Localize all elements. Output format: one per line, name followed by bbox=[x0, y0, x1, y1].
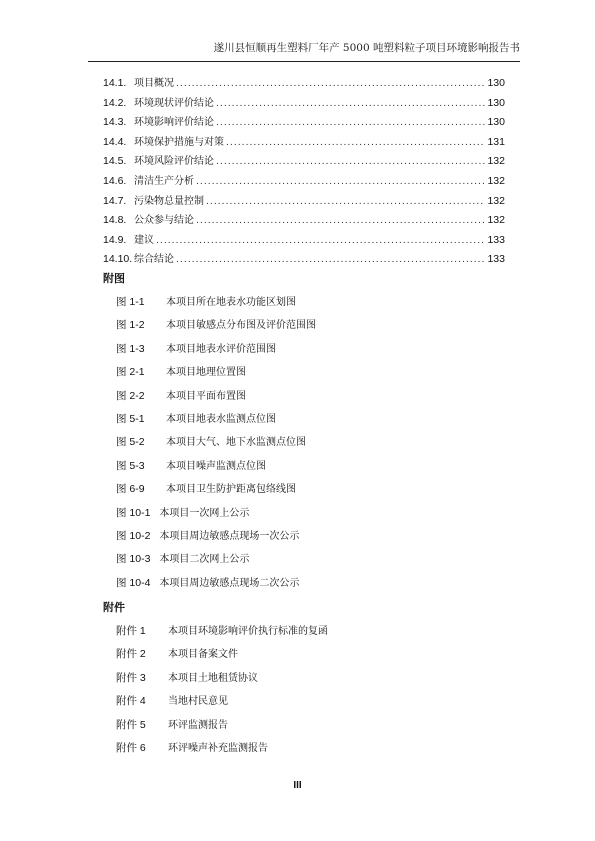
toc-title: 环境现状评价结论 bbox=[134, 97, 214, 109]
toc-page: 130 bbox=[487, 77, 505, 89]
figure-caption: 本项目敏感点分布图及评价范围图 bbox=[166, 320, 317, 332]
figure-caption: 本项目一次网上公示 bbox=[159, 507, 250, 519]
toc-entry[interactable] bbox=[103, 231, 505, 251]
figure-item[interactable] bbox=[116, 455, 316, 478]
toc-leader bbox=[226, 133, 485, 153]
toc-number: 14.2. bbox=[103, 96, 127, 109]
page-number: III bbox=[293, 780, 302, 791]
attachment-item[interactable] bbox=[116, 737, 328, 760]
toc-page: 132 bbox=[487, 194, 505, 207]
figure-caption: 本项目地表水评价范围图 bbox=[166, 343, 277, 355]
figure-item[interactable] bbox=[116, 291, 316, 314]
toc-entry[interactable] bbox=[103, 172, 505, 192]
toc-title: 建议 bbox=[134, 234, 154, 246]
figure-item[interactable] bbox=[116, 361, 316, 384]
toc-page: 133 bbox=[487, 233, 505, 246]
toc-number: 14.6. bbox=[103, 174, 127, 187]
figure-label: 图 5-3 bbox=[116, 459, 145, 472]
figure-item[interactable] bbox=[116, 338, 316, 361]
toc-entry[interactable] bbox=[103, 94, 505, 114]
toc-title: 项目概况 bbox=[134, 78, 174, 89]
toc-title: 环境保护措施与对策 bbox=[134, 136, 224, 148]
toc-title: 环境影响评价结论 bbox=[134, 117, 214, 129]
figure-label: 图 5-1 bbox=[116, 412, 145, 425]
figure-caption: 本项目大气、地下水监测点位图 bbox=[166, 437, 307, 449]
attachment-label: 附件 6 bbox=[116, 741, 146, 754]
figure-item[interactable] bbox=[116, 408, 316, 431]
header-title: 遂川县恒顺再生塑料厂年产 5000 吨塑料粒子项目环境影响报告书 bbox=[213, 42, 520, 54]
toc-entry[interactable] bbox=[103, 211, 505, 231]
attachments-list bbox=[116, 620, 328, 760]
attachment-label: 附件 5 bbox=[116, 718, 146, 731]
figure-label: 图 5-2 bbox=[116, 436, 145, 449]
figure-label: 图 1-3 bbox=[116, 342, 145, 355]
figure-item[interactable] bbox=[116, 314, 316, 337]
toc-title: 公众参与结论 bbox=[134, 215, 194, 227]
figure-item[interactable] bbox=[116, 502, 316, 525]
toc-number: 14.1. bbox=[103, 77, 127, 89]
figure-caption: 本项目周边敏感点现场一次公示 bbox=[159, 530, 300, 542]
figure-item[interactable] bbox=[116, 525, 316, 548]
attachment-caption: 本项目环境影响评价执行标准的复函 bbox=[168, 626, 329, 637]
figure-label: 图 2-1 bbox=[116, 366, 145, 379]
attachment-label: 附件 2 bbox=[116, 648, 146, 661]
toc-entry[interactable] bbox=[103, 152, 505, 172]
toc-entry[interactable] bbox=[103, 74, 505, 94]
toc-leader bbox=[196, 211, 485, 231]
figure-label: 图 10-1 bbox=[116, 506, 151, 519]
toc-leader bbox=[196, 172, 485, 192]
figure-caption: 本项目二次网上公示 bbox=[159, 554, 250, 566]
figure-caption: 本项目平面布置图 bbox=[166, 390, 247, 402]
table-of-contents bbox=[103, 74, 505, 270]
attachment-item[interactable] bbox=[116, 690, 328, 713]
toc-page: 132 bbox=[487, 174, 505, 187]
toc-leader bbox=[216, 94, 485, 114]
figures-heading: 附图 bbox=[103, 272, 125, 285]
toc-title: 清洁生产分析 bbox=[134, 175, 194, 187]
toc-number: 14.10. bbox=[103, 253, 133, 266]
attachment-item[interactable] bbox=[116, 643, 328, 666]
toc-leader bbox=[216, 113, 485, 133]
toc-page: 131 bbox=[487, 135, 505, 148]
attachments-heading: 附件 bbox=[103, 601, 125, 614]
toc-number: 14.8. bbox=[103, 214, 127, 227]
figure-item[interactable] bbox=[116, 572, 316, 595]
attachment-caption: 环评噪声补充监测报告 bbox=[168, 742, 269, 754]
figure-caption: 本项目卫生防护距离包络线图 bbox=[166, 484, 297, 496]
attachment-caption: 环评监测报告 bbox=[168, 719, 229, 731]
attachment-item[interactable] bbox=[116, 714, 328, 737]
toc-number: 14.9. bbox=[103, 233, 127, 246]
figure-caption: 本项目所在地表水功能区划图 bbox=[166, 297, 297, 308]
figure-caption: 本项目地表水监测点位图 bbox=[166, 413, 277, 425]
attachment-item[interactable] bbox=[116, 620, 328, 643]
toc-number: 14.3. bbox=[103, 116, 127, 129]
toc-entry[interactable] bbox=[103, 192, 505, 212]
toc-entry[interactable] bbox=[103, 250, 505, 270]
figure-label: 图 10-3 bbox=[116, 553, 151, 566]
attachment-item[interactable] bbox=[116, 667, 328, 690]
attachment-label: 附件 4 bbox=[116, 695, 146, 708]
toc-leader bbox=[156, 231, 485, 251]
figures-list bbox=[116, 291, 316, 595]
toc-page: 130 bbox=[487, 116, 505, 129]
attachment-label: 附件 1 bbox=[116, 625, 146, 637]
toc-title: 环境风险评价结论 bbox=[134, 156, 214, 168]
figure-label: 图 2-2 bbox=[116, 389, 145, 402]
toc-number: 14.7. bbox=[103, 194, 127, 207]
toc-page: 133 bbox=[487, 253, 505, 266]
toc-page: 130 bbox=[487, 96, 505, 109]
toc-page: 132 bbox=[487, 214, 505, 227]
figure-caption: 本项目地理位置图 bbox=[166, 367, 247, 379]
attachment-label: 附件 3 bbox=[116, 671, 146, 684]
toc-title: 综合结论 bbox=[134, 254, 174, 266]
figure-item[interactable] bbox=[116, 478, 316, 501]
figure-label: 图 6-9 bbox=[116, 483, 145, 496]
figure-item[interactable] bbox=[116, 385, 316, 408]
figure-label: 图 1-2 bbox=[116, 319, 145, 332]
toc-number: 14.4. bbox=[103, 135, 127, 148]
attachment-caption: 本项目土地租赁协议 bbox=[168, 672, 259, 684]
toc-number: 14.5. bbox=[103, 155, 127, 168]
figure-caption: 本项目噪声监测点位图 bbox=[166, 460, 267, 472]
toc-leader bbox=[206, 192, 485, 212]
toc-leader bbox=[176, 250, 485, 270]
figure-label: 图 10-4 bbox=[116, 576, 151, 589]
figure-caption: 本项目周边敏感点现场二次公示 bbox=[159, 577, 300, 589]
toc-leader bbox=[176, 74, 485, 94]
toc-page: 132 bbox=[487, 155, 505, 168]
toc-entry[interactable] bbox=[103, 133, 505, 153]
toc-leader bbox=[216, 152, 485, 172]
attachment-caption: 当地村民意见 bbox=[168, 696, 229, 708]
toc-entry[interactable] bbox=[103, 113, 505, 133]
toc-title: 污染物总量控制 bbox=[134, 195, 204, 207]
figure-label: 图 10-2 bbox=[116, 529, 151, 542]
running-header bbox=[88, 41, 520, 62]
figure-label: 图 1-1 bbox=[116, 296, 145, 308]
figure-item[interactable] bbox=[116, 548, 316, 571]
attachment-caption: 本项目备案文件 bbox=[168, 649, 239, 661]
figure-item[interactable] bbox=[116, 431, 316, 454]
